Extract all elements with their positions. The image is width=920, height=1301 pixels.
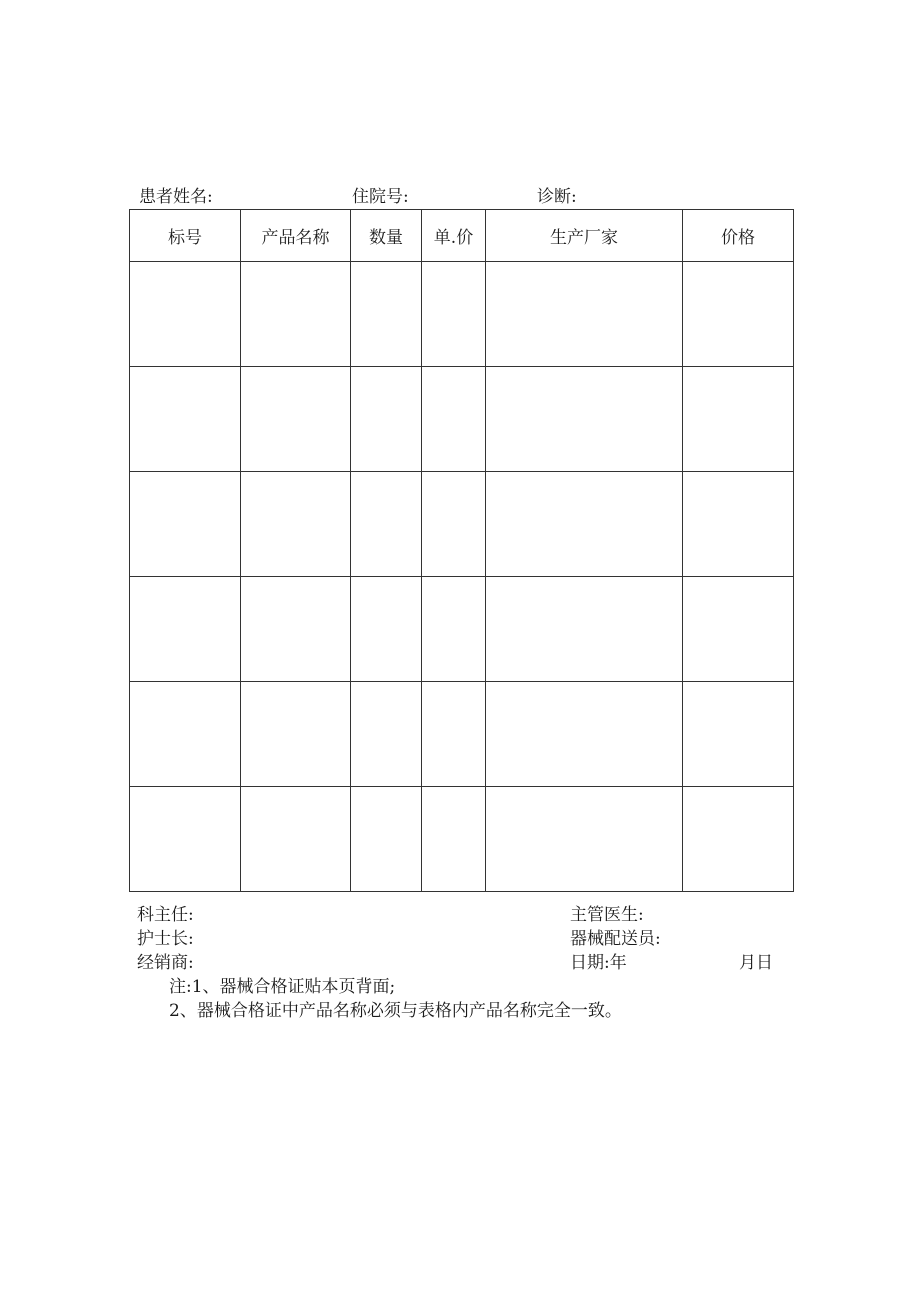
column-header-number: 标号: [130, 210, 241, 262]
device-table: [129, 209, 794, 892]
table-cell[interactable]: [422, 682, 486, 787]
table-row: [130, 262, 794, 367]
table-row: [130, 682, 794, 787]
table-cell[interactable]: [422, 577, 486, 682]
table-cell[interactable]: [422, 472, 486, 577]
table-row: [130, 367, 794, 472]
table-cell[interactable]: [486, 577, 683, 682]
table-row: [130, 577, 794, 682]
column-header-price: 价格: [683, 210, 794, 262]
table-cell[interactable]: [130, 682, 241, 787]
table-cell[interactable]: [130, 787, 241, 892]
table-cell[interactable]: [683, 262, 794, 367]
date-month-day-label: 月日: [739, 953, 773, 973]
table-cell[interactable]: [130, 577, 241, 682]
head-nurse-label: 护士长:: [137, 929, 194, 949]
note-1: 注:1、器械合格证贴本页背面;: [169, 977, 396, 997]
table-cell[interactable]: [486, 262, 683, 367]
table-cell[interactable]: [241, 262, 351, 367]
table-cell[interactable]: [422, 367, 486, 472]
table-header-row: [130, 210, 794, 262]
column-header-manufacturer: 生产厂家: [486, 210, 683, 262]
table-cell[interactable]: [351, 787, 422, 892]
department-head-label: 科主任:: [137, 905, 194, 925]
device-delivery-label: 器械配送员:: [570, 929, 661, 949]
table-cell[interactable]: [351, 577, 422, 682]
attending-doctor-label: 主管医生:: [570, 905, 644, 925]
table-cell[interactable]: [422, 787, 486, 892]
table-cell[interactable]: [486, 367, 683, 472]
table-row: [130, 472, 794, 577]
table-cell[interactable]: [241, 787, 351, 892]
table-cell[interactable]: [683, 577, 794, 682]
table-cell[interactable]: [241, 577, 351, 682]
table-cell[interactable]: [683, 682, 794, 787]
table-cell[interactable]: [241, 682, 351, 787]
table-cell[interactable]: [486, 682, 683, 787]
column-header-unit-price: 单.价: [422, 210, 486, 262]
table-cell[interactable]: [241, 367, 351, 472]
patient-name-label: 患者姓名:: [139, 187, 213, 207]
distributor-label: 经销商:: [137, 953, 194, 973]
table-cell[interactable]: [241, 472, 351, 577]
table-cell[interactable]: [422, 262, 486, 367]
table-cell[interactable]: [683, 472, 794, 577]
table-cell[interactable]: [486, 472, 683, 577]
column-header-product-name: 产品名称: [241, 210, 351, 262]
table-cell[interactable]: [486, 787, 683, 892]
table-cell[interactable]: [683, 787, 794, 892]
date-label: 日期:年: [570, 953, 627, 973]
table-cell[interactable]: [351, 472, 422, 577]
note-2: 2、器械合格证中产品名称必须与表格内产品名称完全一致。: [169, 1001, 622, 1021]
table-cell[interactable]: [130, 262, 241, 367]
table-row: [130, 787, 794, 892]
admission-number-label: 住院号:: [352, 187, 409, 207]
table-cell[interactable]: [351, 682, 422, 787]
table-cell[interactable]: [351, 367, 422, 472]
diagnosis-label: 诊断:: [537, 187, 577, 207]
table-cell[interactable]: [683, 367, 794, 472]
table-cell[interactable]: [130, 472, 241, 577]
table-cell[interactable]: [351, 262, 422, 367]
table-cell[interactable]: [130, 367, 241, 472]
column-header-quantity: 数量: [351, 210, 422, 262]
